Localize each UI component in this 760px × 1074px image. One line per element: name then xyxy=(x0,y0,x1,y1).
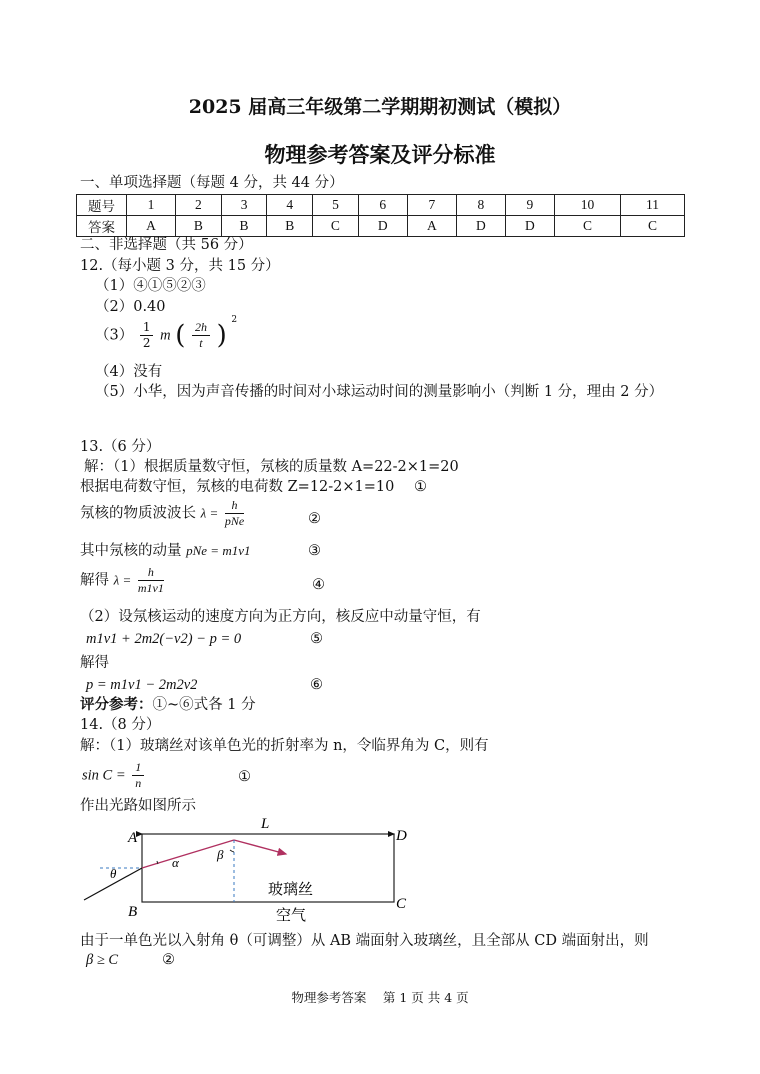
left-paren: ( xyxy=(175,320,186,351)
label-A: A xyxy=(128,830,138,846)
question-number-cell: 3 xyxy=(221,195,267,216)
fraction-denominator: m1v1 xyxy=(137,581,164,595)
label-C: C xyxy=(396,896,407,912)
equation-mark: ② xyxy=(308,511,321,527)
answer-cell: B xyxy=(221,216,267,237)
fraction-denominator: n xyxy=(135,776,142,790)
answer-cell: D xyxy=(456,216,505,237)
momentum-expression: pNe = m1v1 xyxy=(186,543,251,558)
question-number-cell: 2 xyxy=(176,195,222,216)
fraction-result xyxy=(138,565,164,596)
q13-line3-text: 氖核的物质波波长 xyxy=(80,505,196,522)
label-glass: 玻璃丝 xyxy=(268,880,314,898)
fraction-denominator: pNe xyxy=(224,514,245,528)
answer-cell: D xyxy=(505,216,554,237)
question-number-cell: 11 xyxy=(621,195,685,216)
label-alpha: α xyxy=(172,855,179,870)
light-path-diagram xyxy=(80,812,420,924)
fraction-half xyxy=(140,320,154,351)
answer-cell: C xyxy=(313,216,359,237)
q13-line4 xyxy=(80,542,250,560)
q13-line3 xyxy=(80,498,246,529)
q13-line6: （2）设氖核运动的速度方向为正方向，核反应中动量守恒，有 xyxy=(80,609,481,625)
answer-table-number-row xyxy=(77,195,685,216)
answer-cell: A xyxy=(407,216,456,237)
scoring-text: ①~⑥式各 1 分 xyxy=(152,697,256,713)
label-L: L xyxy=(261,816,270,832)
question-number-cell: 1 xyxy=(127,195,176,216)
q13-line2: 根据电荷数守恒，氖核的电荷数 Z=12-2×1=10 xyxy=(80,479,395,495)
sin-lhs: sin C = xyxy=(82,767,126,784)
q13-equation5: m1v1 + 2m2(−v2) − p = 0 xyxy=(86,631,242,647)
right-paren: ) xyxy=(216,320,227,351)
q14-condition: β ≥ C xyxy=(86,952,119,968)
answer-cell: B xyxy=(176,216,222,237)
q12-part4: （4）没有 xyxy=(95,364,163,380)
lambda-symbol: λ = xyxy=(113,572,132,588)
question-number-cell: 7 xyxy=(407,195,456,216)
q13-line1: 解：（1）根据质量数守恒，氖核的质量数 A=22-2×1=20 xyxy=(84,459,459,475)
q14-line3: 由于一单色光以入射角 θ（可调整）从 AB 端面射入玻璃丝，且全部从 CD 端面射出，则 xyxy=(80,933,649,949)
reflected-ray xyxy=(234,840,286,854)
fraction-denominator: t xyxy=(199,336,203,350)
section1-heading: 一、单项选择题（每题 4 分，共 44 分） xyxy=(80,175,344,191)
question-number-cell: 4 xyxy=(267,195,313,216)
question-number-cell: 9 xyxy=(505,195,554,216)
exponent: 2 xyxy=(231,314,238,325)
fraction-numerator: h xyxy=(225,498,244,514)
answer-cell: A xyxy=(127,216,176,237)
question-number-cell: 10 xyxy=(554,195,620,216)
fraction-numerator: 2h xyxy=(192,320,210,336)
label-beta: β xyxy=(217,847,224,862)
fraction-denominator: 2 xyxy=(142,336,151,350)
fraction-numerator: 1 xyxy=(140,320,154,336)
fraction-wavelength xyxy=(225,498,244,529)
beta-arc xyxy=(230,850,234,852)
equation-mark: ④ xyxy=(312,577,325,593)
equation-mark: ③ xyxy=(308,543,321,559)
question-number-cell: 8 xyxy=(456,195,505,216)
row-label-number: 题号 xyxy=(77,195,127,216)
q12-heading: 12.（每小题 3 分，共 15 分） xyxy=(80,258,280,274)
q12-part3-label: （3） xyxy=(95,327,134,344)
q13-scoring xyxy=(80,696,256,714)
answer-table xyxy=(76,194,685,237)
page-title: 2025 届高三年级第二学期期初测试（模拟） xyxy=(188,96,572,118)
q14-line2: 作出光路如图所示 xyxy=(80,798,196,814)
label-air: 空气 xyxy=(276,906,307,924)
equation-mark: ① xyxy=(238,769,251,785)
q12-part3 xyxy=(95,314,238,351)
q14-heading: 14.（8 分） xyxy=(80,717,161,733)
equation-mark: ⑥ xyxy=(310,677,323,693)
page-footer: 物理参考答案 第 1 页 共 4 页 xyxy=(291,990,469,1005)
q13-line5-text: 解得 xyxy=(80,572,109,589)
label-D: D xyxy=(396,828,407,844)
fraction-velocity xyxy=(192,320,210,351)
fraction-numerator: h xyxy=(138,565,164,581)
fraction-critical xyxy=(132,760,144,791)
fraction-numerator: 1 xyxy=(132,760,144,776)
equation-mark: ⑤ xyxy=(310,631,323,647)
q13-heading: 13.（6 分） xyxy=(80,439,161,455)
lambda-symbol: λ = xyxy=(200,505,219,521)
label-theta: θ xyxy=(110,866,117,881)
q13-equation6: p = m1v1 − 2m2v2 xyxy=(86,677,198,693)
answer-cell: D xyxy=(358,216,407,237)
q12-part5: （5）小华，因为声音传播的时间对小球运动时间的测量影响小（判断 1 分，理由 2 分） xyxy=(95,384,664,400)
scoring-label: 评分参考： xyxy=(80,696,153,713)
answer-cell: B xyxy=(267,216,313,237)
equation-mark: ① xyxy=(414,479,427,495)
answer-cell: C xyxy=(554,216,620,237)
answer-cell: C xyxy=(621,216,685,237)
q13-line5 xyxy=(80,565,166,596)
mass-symbol: m xyxy=(160,327,171,344)
row-label-answer: 答案 xyxy=(77,216,127,237)
section2-heading: 二、非选择题（共 56 分） xyxy=(80,237,253,253)
page-subtitle: 物理参考答案及评分标准 xyxy=(264,142,496,167)
equation-mark: ② xyxy=(162,952,175,968)
answer-table-answer-row xyxy=(77,216,685,237)
question-number-cell: 6 xyxy=(358,195,407,216)
label-B: B xyxy=(128,904,138,920)
q13-line8: 解得 xyxy=(80,655,109,671)
q12-part1: （1）④①⑤②③ xyxy=(95,278,206,294)
question-number-cell: 5 xyxy=(313,195,359,216)
q14-line1: 解：（1）玻璃丝对该单色光的折射率为 n，令临界角为 C，则有 xyxy=(80,738,489,754)
q14-sin-equation xyxy=(82,760,146,791)
q12-part2: （2）0.40 xyxy=(95,299,166,315)
q13-line4-text: 其中氖核的动量 xyxy=(80,543,182,559)
